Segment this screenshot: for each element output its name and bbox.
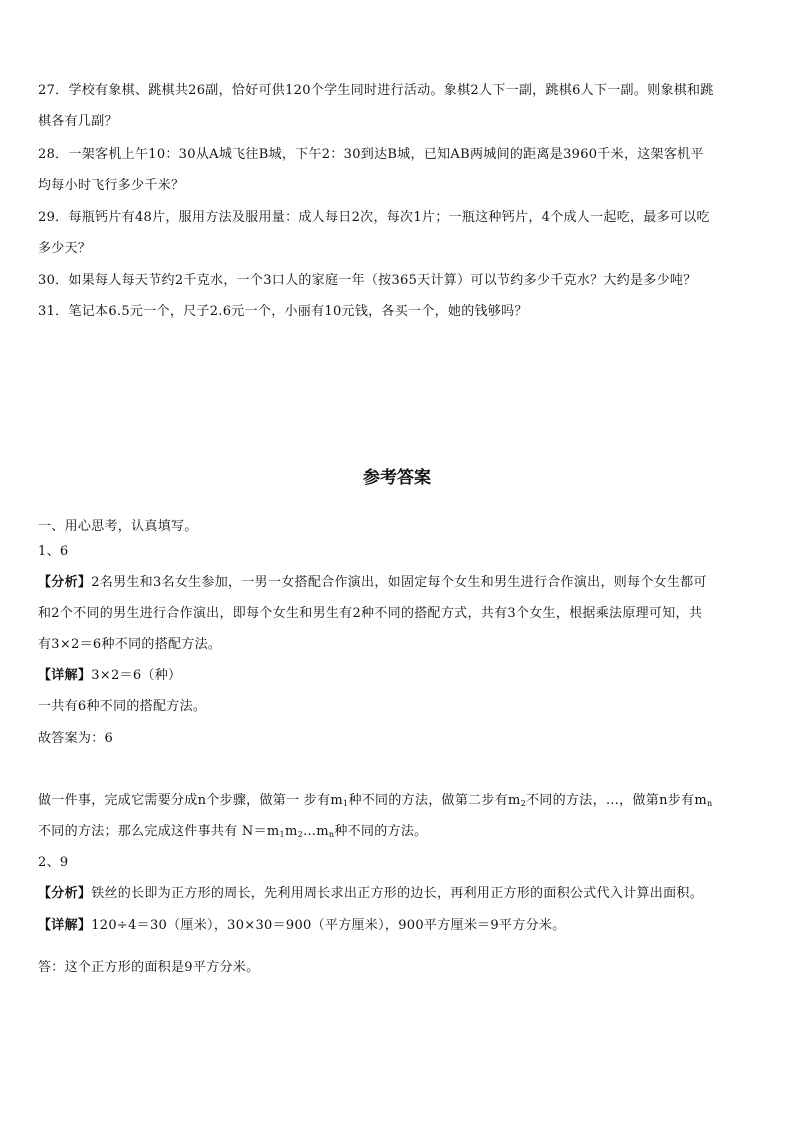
answer-1-analysis-line-3: 有3×2＝6种不同的搭配方法。 — [38, 637, 222, 652]
analysis-tag: 【分析】 — [38, 575, 92, 590]
answer-1-number: 1、6 — [38, 544, 69, 559]
answer-1-analysis-line-2: 和2个不同的男生进行合作演出，即每个女生和男生有2种不同的搭配方式，共有3个女生，根据乘法原理可知，共 — [38, 606, 703, 621]
analysis-tag: 【分析】 — [38, 886, 92, 901]
question-28-line-1: 28．一架客机上午10：30从A城飞往B城，下午2：30到达B城，已知AB两城间的距离是3960千米，这架客机平 — [38, 147, 704, 162]
answer-2-number: 2、9 — [38, 855, 69, 870]
question-29-line-2: 多少天？ — [38, 241, 92, 256]
question-27-line-1: 27．学校有象棋、跳棋共26副，恰好可供120个学生同时进行活动。象棋2人下一副，跳棋6人下一副。则象棋和跳 — [38, 83, 714, 98]
answer-2-conclusion: 答：这个正方形的面积是9平方分米。 — [38, 960, 260, 975]
detail-text: 3×2＝6（种） — [91, 668, 182, 683]
answer-2-analysis — [38, 885, 758, 903]
analysis-text: 2名男生和3名女生参加，一男一女搭配合作演出，如固定每个女生和男生进行合作演出，则每个女生都可 — [91, 575, 707, 590]
question-31: 31．笔记本6.5元一个，尺子2.6元一个，小丽有10元钱，各买一个，她的钱够吗？ — [38, 304, 528, 319]
answers-title: 参考答案 — [363, 468, 431, 488]
detail-text: 120÷4＝30（厘米），30×30＝900（平方厘米），900平方厘米＝9平方分米。 — [91, 918, 566, 933]
multiplication-principle-note-line-1: 做一件事，完成它需要分成n个步骤，做第一 步有$m_1$种不同的方法，做第二步有$m_2$不同的方法，…，做第n步有$m_n$ — [38, 793, 713, 808]
multiplication-principle-note-line-2: 不同的方法；那么完成这件事共有 $N=m_1m_2\dots m_n$种不同的方法。 — [38, 824, 428, 839]
detail-tag: 【详解】 — [38, 918, 92, 933]
question-27-line-2: 棋各有几副？ — [38, 114, 118, 129]
answer-1-analysis-line-1 — [38, 574, 758, 592]
answer-1-result: 一共有6种不同的搭配方法。 — [38, 699, 207, 714]
answer-1-detail — [38, 667, 758, 685]
question-30: 30．如果每人每天节约2千克水，一个3口人的家庭一年（按365天计算）可以节约多少千克水？大约是多少吨？ — [38, 273, 697, 288]
question-28-line-2: 均每小时飞行多少千米？ — [38, 178, 185, 193]
answer-2-detail — [38, 917, 758, 935]
question-29-line-1: 29．每瓶钙片有48片，服用方法及服用量：成人每日2次，每次1片；一瓶这种钙片，4个成人一起吃，最多可以吃 — [38, 210, 710, 225]
answer-1-final: 故答案为：6 — [38, 731, 114, 746]
section-1-heading: 一、用心思考，认真填写。 — [38, 519, 198, 534]
detail-tag: 【详解】 — [38, 668, 92, 683]
analysis-text: 铁丝的长即为正方形的周长，先利用周长求出正方形的边长，再利用正方形的面积公式代入计算出面积。 — [91, 886, 704, 901]
